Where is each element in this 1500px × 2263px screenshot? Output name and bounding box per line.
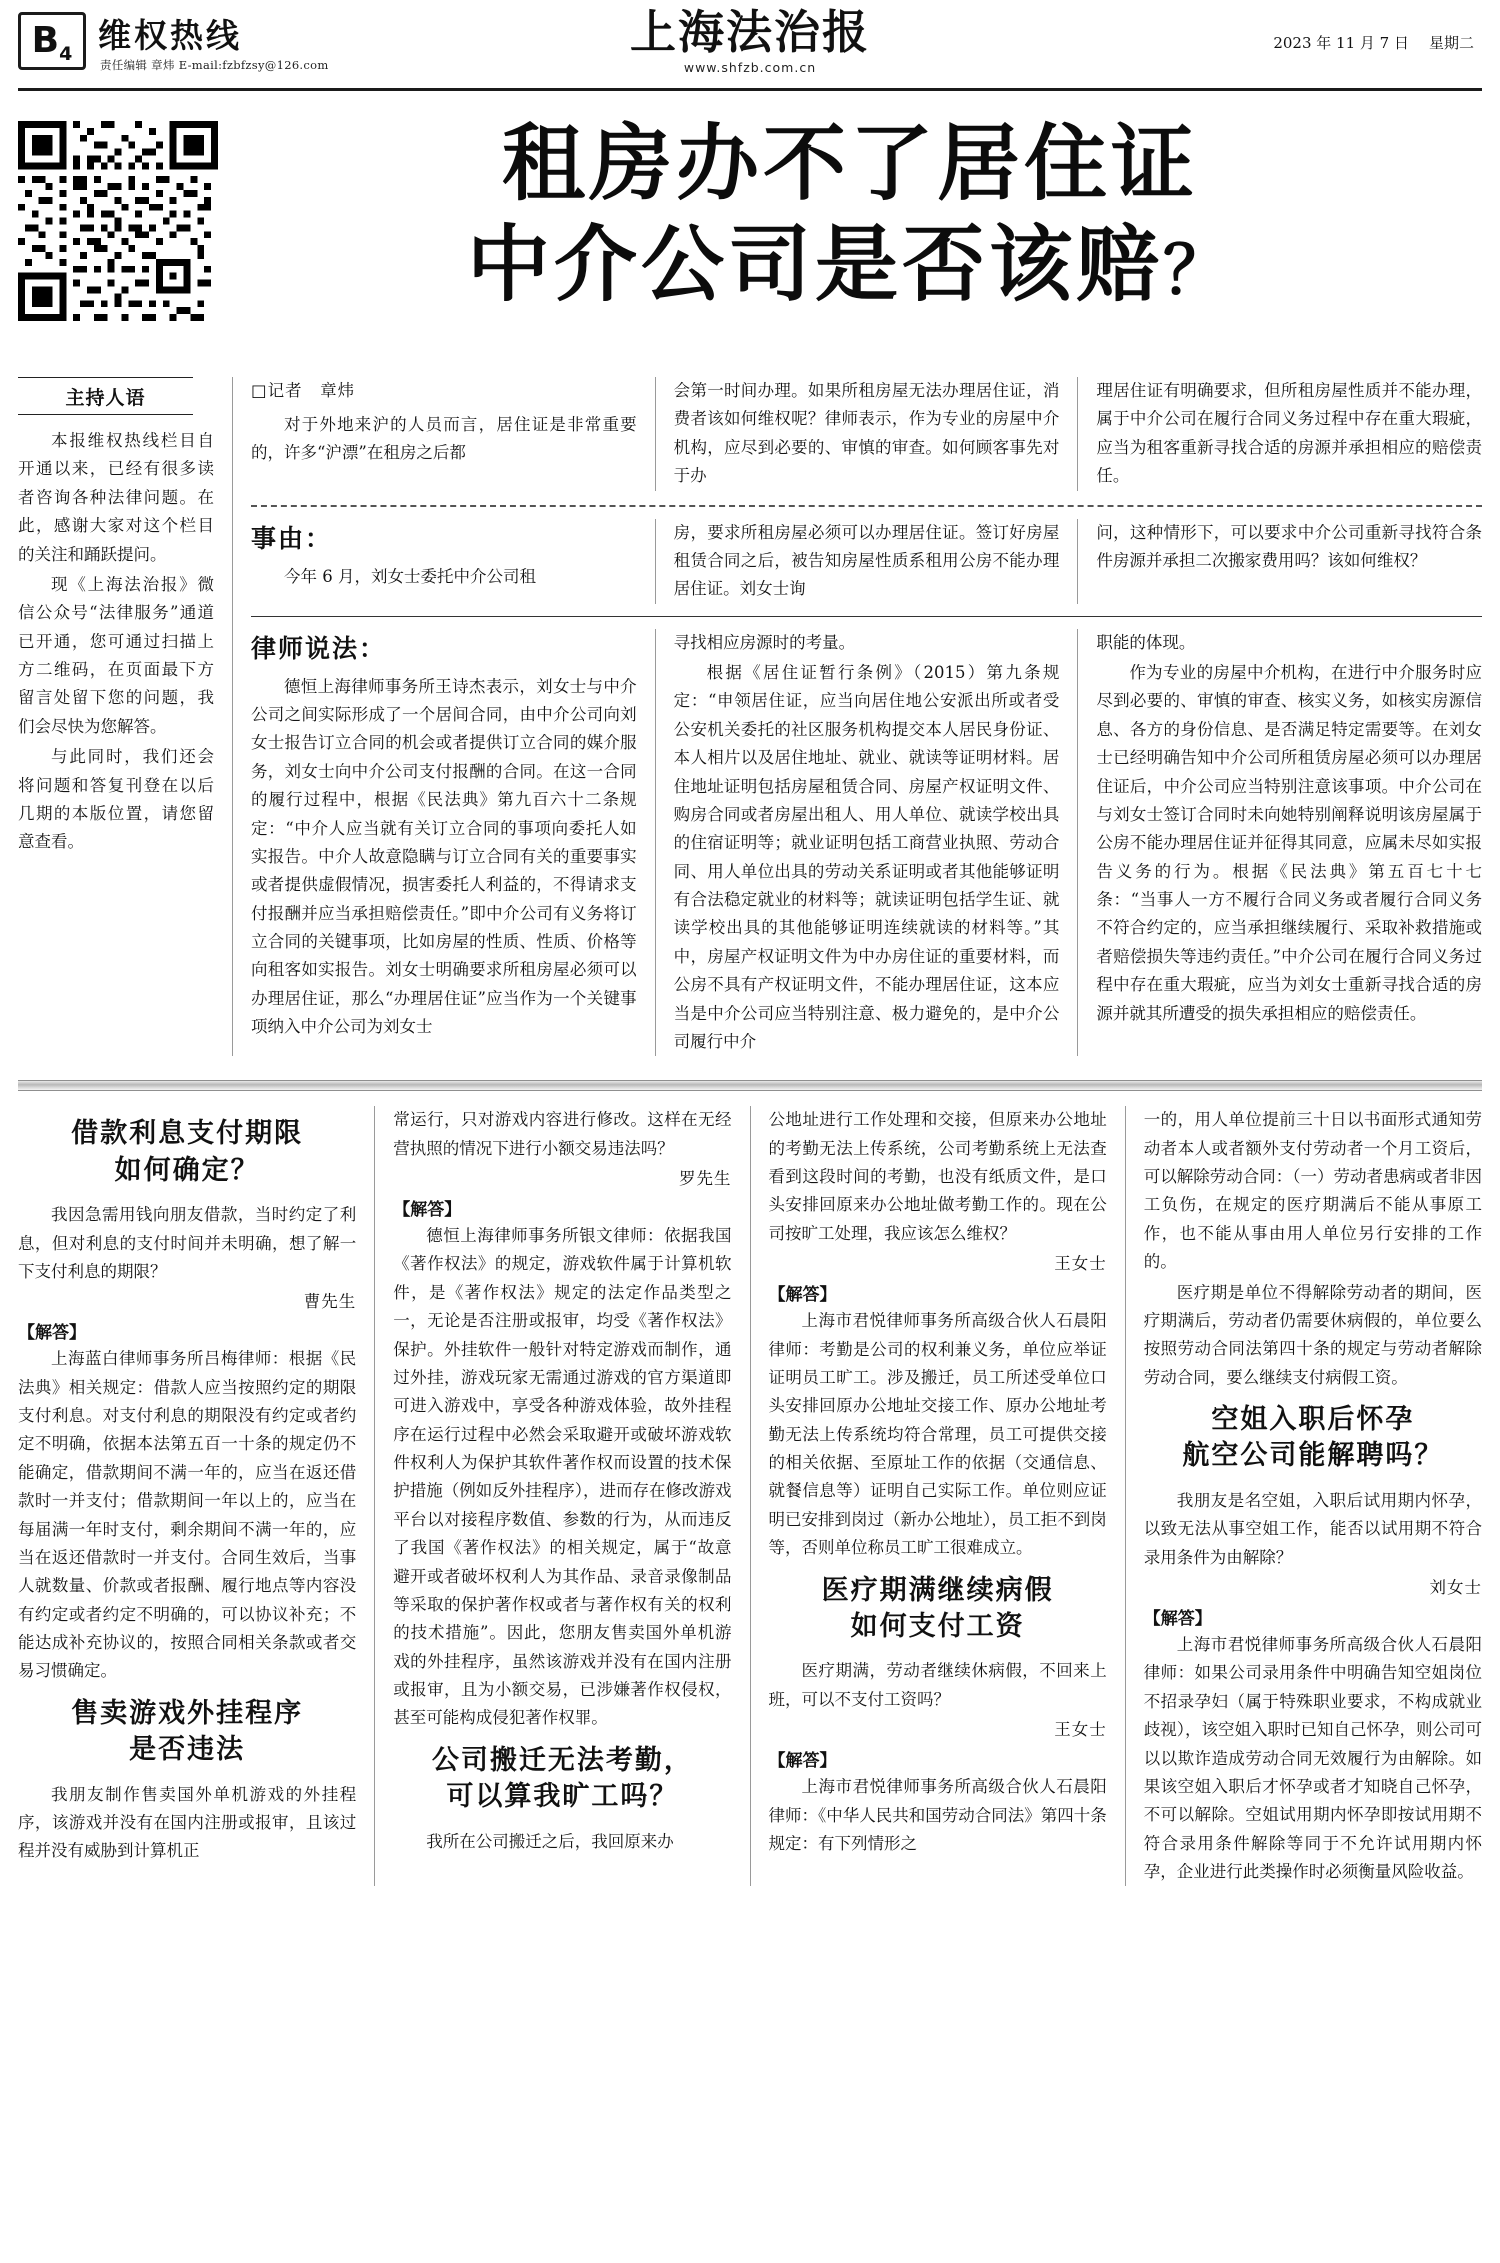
qa-answer-part: 上海市君悦律师事务所高级合伙人石晨阳律师：《中华人民共和国劳动合同法》第四十条规定：有下列情形之: [768, 1777, 1107, 1853]
cause-col-1: [251, 519, 637, 604]
qa-title-line: 空姐入职后怀孕: [1211, 1404, 1415, 1435]
qa-question: 我朋友是名空姐，入职后试用期内怀孕，以致无法从事空姐工作，能否以试用期不符合录用条件为由解除？: [1143, 1490, 1482, 1567]
qa-title-line: 可以算我旷工吗？: [446, 1781, 679, 1813]
qa-question: 医疗期满，劳动者继续休病假，不回来上班，可以不支付工资吗？: [768, 1661, 1107, 1709]
column-divider: [655, 629, 656, 1057]
lawyer-label: 律师说法：: [251, 633, 387, 663]
qa-title-line: 借款利息支付期限: [71, 1118, 304, 1150]
qa-answer-part: 一的，用人单位提前三十日以书面形式通知劳动者本人或者额外支付劳动者一个月工资后，可以解除劳动合同：（一）劳动者患病或者非因工负伤，在规定的医疗期满后不能从事原工作，也不能从事由用人单位另行安排的工作的。: [1143, 1110, 1482, 1272]
cause-col-2: [674, 519, 1060, 604]
column-divider: [655, 377, 656, 491]
qa-col-3: [769, 1106, 1107, 1886]
headline-question-mark: ？: [1163, 232, 1233, 310]
lead-paragraph-part: 理居住证有明确要求，但所租房屋性质并不能办理，属于中介公司在履行合同义务过程中存在重大瑕疵，应当为租客重新寻找合适的房源并承担相应的赔偿责任。: [1096, 381, 1483, 486]
qa-title: [769, 1573, 1107, 1646]
qa-col-2: [393, 1106, 731, 1886]
qa-question: 我因急需用钱向朋友借款，当时约定了利息，但对利息的支付时间并未明确，想了解一下支付利息的期限？: [18, 1205, 357, 1281]
main-article: [251, 377, 1482, 1056]
qa-answer: 德恒上海律师事务所银文律师：依据我国《著作权法》的规定，游戏软件属于计算机软件，是《著作权法》规定的法定作品类型之一，无论是否注册或报审，均受《著作权法》保护。外挂软件一般针对特定游戏而制作，通过外挂，游戏玩家无需通过游戏的官方渠道即可进入游戏中，享受各种游戏体验，故外挂程序在运行过程中必然会采取避开或破坏游戏软件权利人为保护其软件著作权而设置的技术保护措施（例如反外挂程序），进而存在修改游戏平台以对接程序数值、参数的行为，从而违反了我国《著作权法》的相关规定，属于“故意避开或者破坏权利人为其作品、录音录像制品等采取的保护著作权或者与著作权有关的权利的技术措施”。因此，您朋友售卖国外单机游戏的外挂程序，虽然该游戏并没有在国内注册或报审，且为小额交易，已涉嫌著作权侵权，甚至可能构成侵犯著作权罪。: [393, 1226, 732, 1728]
qa-signature: 王女士: [1054, 1254, 1107, 1274]
cause-label: 事由：: [251, 523, 333, 553]
host-column: [18, 377, 214, 1056]
masthead-rule-decoration: [18, 88, 457, 91]
lawyer-row: [251, 629, 1482, 1057]
lawyer-paragraph-part: 职能的体现。: [1096, 632, 1196, 652]
qa-answer: 上海市君悦律师事务所高级合伙人石晨阳律师：考勤是公司的权利兼义务，单位应举证证明员工旷工。涉及搬迁，员工所述受单位口头安排回原办公地址交接工作、原办公地址考勤无法上传系统均符合常理，员工可提供交接的相关依据、至原址工作的依据（交通信息、就餐信息等）证明自己实际工作。单位则应证明已安排到岗过（新办公地址），员工拒不到岗等，否则单位称员工旷工很难成立。: [768, 1311, 1107, 1558]
qr-code[interactable]: [18, 121, 218, 321]
qa-title-line: 售卖游戏外挂程序: [71, 1697, 304, 1729]
column-divider: [1077, 629, 1078, 1057]
qa-answer-label: 【解答】: [768, 1285, 837, 1306]
paper-website: www.shfzb.com.cn: [683, 60, 817, 76]
column-divider: [1077, 377, 1078, 491]
qa-title-line: 公司搬迁无法考勤，: [431, 1744, 693, 1776]
qa-title-line: 如何确定？: [114, 1154, 260, 1186]
qa-question-part: 我朋友制作售卖国外单机游戏的外挂程序，该游戏并没有在国内注册或报审，且该过程并没有威胁到计算机正: [18, 1784, 357, 1861]
page-badge-letter: B: [31, 20, 60, 61]
divider-bar: [18, 1080, 1482, 1091]
column-divider: [374, 1106, 375, 1886]
qa-columns: [18, 1106, 1482, 1886]
reporter-byline: □记者 章炜: [251, 381, 356, 400]
host-column-heading: 主持人语: [18, 377, 193, 415]
column-divider: [232, 377, 233, 1056]
issue-date-text: 2023 年 11 月 7 日: [1273, 34, 1409, 52]
column-divider: [1125, 1106, 1126, 1886]
paper-nameplate: [520, 5, 980, 76]
lawyer-col-3: [1096, 629, 1482, 1057]
qa-answer-label: 【解答】: [768, 1751, 837, 1772]
lead-col-2: [674, 377, 1060, 491]
column-divider: [1077, 519, 1078, 604]
lawyer-col-2: [674, 629, 1060, 1057]
lawyer-paragraph-part: 根据《居住证暂行条例》（2015）第九条规定：“申领居住证，应当向居住地公安派出所或者受公安机关委托的社区服务机构提交本人居民身份证、本人相片以及居住地址、就业、就读等证明材料。居住地址证明包括房屋租赁合同、房屋产权证明文件、购房合同或者房屋出租人、用人单位、就读学校出具的住宿证明等；就业证明包括工商营业执照、劳动合同、用人单位出具的劳动关系证明或者其他能够证明有合法稳定就业的材料等；就读证明包括学生证、就读学校出具的其他能够证明连续就读的材料等。”其中，房屋产权证明文件为中办房住证的重要材料，而公房不具有产权证明文件，不能办理居住证，这本应当是中介公司应当特别注意、极力避免的，是中介公司履行中介: [673, 663, 1060, 1051]
lead-paragraph-part: 会第一时间办理。如果所租房屋无法办理居住证，消费者该如何维权呢？律师表示，作为专业的房屋中介机构，应尽到必要的、审慎的审查。如何顾客事先对于办: [673, 381, 1060, 486]
lead-row: [251, 377, 1482, 491]
qa-title: [18, 1116, 356, 1189]
qa-answer-label: 【解答】: [18, 1323, 86, 1344]
column-divider: [655, 519, 656, 604]
qa-title: [393, 1743, 731, 1816]
qa-title-line: 航空公司能解聘吗？: [1182, 1440, 1444, 1472]
host-paragraph: 现《上海法治报》微信公众号“法律服务”通道已开通，您可通过扫描上方二维码，在页面最下方留言处留下您的问题，我们会尽快为您解答。: [18, 574, 214, 736]
headline-line-1: 租房办不了居住证: [502, 115, 1198, 212]
cause-paragraph-part: 今年 6 月，刘女士委托中介公司租: [284, 566, 536, 586]
qa-question-part: 我所在公司搬迁之后，我回原来办: [426, 1831, 674, 1851]
section-title: 维权热线: [98, 16, 242, 55]
qa-title: [18, 1696, 356, 1769]
lawyer-paragraph-part: 寻找相应房源时的考量。: [673, 632, 856, 652]
qa-title-line: 医疗期满继续病假: [821, 1574, 1054, 1606]
qa-title-line: 如何支付工资: [850, 1610, 1025, 1642]
column-divider: [750, 1106, 751, 1886]
qa-question-part: 公地址进行工作处理和交接，但原来办公地址的考勤无法上传系统，公司考勤系统上无法查看到这段时间的考勤，也没有纸质文件，是口头安排回原来办公地址做考勤工作的。现在公司按旷工处理，我应该怎么维权？: [768, 1110, 1107, 1243]
cause-col-3: [1096, 519, 1482, 604]
masthead: [18, 5, 1482, 91]
issue-weekday: 星期二: [1428, 34, 1474, 52]
qa-signature: 曹先生: [303, 1292, 357, 1312]
qa-signature: 王女士: [1054, 1720, 1107, 1740]
qa-col-1: [18, 1106, 356, 1886]
qa-area: [18, 1106, 1482, 1886]
lead-paragraph-part: 对于外地来沪的人员而言，居住证是非常重要的，许多“沪漂”在租房之后都: [251, 415, 637, 463]
newspaper-page: [0, 5, 1500, 2263]
qa-question-part: 常运行，只对游戏内容进行修改。这样在无经营执照的情况下进行小额交易违法吗？: [393, 1110, 732, 1158]
host-paragraph: 与此同时，我们还会将问题和答复刊登在以后几期的本版位置，请您留意查看。: [18, 747, 214, 852]
lead-col-1: [251, 377, 637, 491]
cause-paragraph-part: 房，要求所租房屋必须可以办理居住证。签订好房屋租赁合同之后，被告知房屋性质系租用公房不能办理居住证。刘女士询: [673, 522, 1060, 599]
qa-answer: 上海蓝白律师事务所吕梅律师：根据《民法典》相关规定：借款人应当按照约定的期限支付利息。对支付利息的期限没有约定或者约定不明确，依据本法第五百一十条的规定仍不能确定，借款期间不满一年的，应当在返还借款时一并支付；借款期间一年以上的，应当在每届满一年时支付，剩余期间不满一年的，应当在返还借款时一并支付。合同生效后，当事人就数量、价款或者报酬、履行地点等内容没有约定或者约定不明确的，可以协议补充；不能达成补充协议的，按照合同相关条款或者交易习惯确定。: [18, 1349, 357, 1681]
cause-paragraph-part: 问，这种情形下，可以要求中介公司重新寻找符合条件房源并承担二次搬家费用吗？该如何维权？: [1096, 522, 1483, 570]
lawyer-col-1: [251, 629, 637, 1057]
page-badge: [18, 12, 86, 70]
paper-name: 上海法治报: [630, 5, 870, 59]
lead-col-3: [1096, 377, 1482, 491]
qa-title-line: 是否违法: [129, 1734, 246, 1766]
top-article-area: [18, 377, 1482, 1056]
qa-answer: 上海市君悦律师事务所高级合伙人石晨阳律师：如果公司录用条件中明确告知空姐岗位不招录孕妇（属于特殊职业要求，不构成就业歧视），该空姐入职时已知自己怀孕，则公司可以以欺诈造成劳动合同无效履行为由解除。如果该空姐入职后才怀孕或者才知晓自己怀孕，不可以解除。空姐试用期内怀孕即按试用期不符合录用条件解除等同于不允许试用期内怀孕，企业进行此类操作时必须衡量风险收益。: [1143, 1635, 1482, 1881]
qa-signature: 刘女士: [1429, 1578, 1482, 1597]
lawyer-paragraph-part: 德恒上海律师事务所王诗杰表示，刘女士与中介公司之间实际形成了一个居间合同，由中介公司向刘女士报告订立合同的机会或者提供订立合同的媒介服务，刘女士向中介公司支付报酬的合同。在这一合同的履行过程中，根据《民法典》第九百六十二条规定：“中介人应当就有关订立合同的事项向委托人如实报告。中介人故意隐瞒与订立合同有关的重要事实或者提供虚假情况，损害委托人利益的，不得请求支付报酬并应当承担赔偿责任。”即中介公司有义务将订立合同的关键事项，比如房屋的性质、性质、价格等向租客如实报告。刘女士明确要求所租房屋必须可以办理居住证，那么“办理居住证”应当作为一个关键事项纳入中介公司为刘女士: [251, 676, 637, 1037]
qa-signature: 罗先生: [679, 1169, 732, 1188]
headline-line-2-text: 中介公司是否该赔: [467, 216, 1163, 314]
solid-divider: [251, 616, 1482, 617]
headline-area: [18, 113, 1482, 363]
qa-answer-label: 【解答】: [393, 1200, 462, 1220]
editor-line: 责任编辑 章炜 E-mail:fzbfzsy@126.com: [100, 58, 329, 72]
qa-answer-part: 医疗期是单位不得解除劳动者的期间，医疗期满后，劳动者仍需要休病假的，单位要么按照劳动合同法第四十条的规定与劳动者解除劳动合同，要么继续支付病假工资。: [1143, 1282, 1482, 1387]
page-badge-number: 4: [59, 43, 73, 65]
page-headline: [258, 113, 1442, 316]
cause-row: [251, 519, 1482, 604]
section-divider-band: [18, 1074, 1482, 1100]
qa-title: [1144, 1402, 1482, 1475]
qa-answer-label: 【解答】: [1143, 1609, 1212, 1629]
issue-date: [1273, 32, 1474, 53]
qa-col-4: [1144, 1106, 1482, 1886]
dashed-divider: [251, 505, 1482, 507]
host-paragraph: 本报维权热线栏目自开通以来，已经有很多读者咨询各种法律问题。在此，感谢大家对这个栏目的关注和踊跃提问。: [18, 431, 214, 564]
headline-line-2: [258, 214, 1442, 315]
lawyer-paragraph-part: 作为专业的房屋中介机构，在进行中介服务时应尽到必要的、审慎的审查、核实义务，如核实房源信息、各方的身份信息、是否满足特定需要等。在刘女士已经明确告知中介公司所租赁房屋必须可以办理居住证后，中介公司应当特别注意该事项。中介公司在与刘女士签订合同时未向她特别阐释说明该房屋属于公房不能办理居住证并征得其同意，应属未尽如实报告义务的行为。根据《民法典》第五百七十七条：“当事人一方不履行合同义务或者履行合同义务不符合约定的，应当承担继续履行、采取补救措施或者赔偿损失等违约责任。”中介公司在履行合同义务过程中存在重大瑕疵，应当为刘女士重新寻找合适的房源并就其所遭受的损失承担相应的赔偿责任。: [1096, 663, 1483, 1023]
